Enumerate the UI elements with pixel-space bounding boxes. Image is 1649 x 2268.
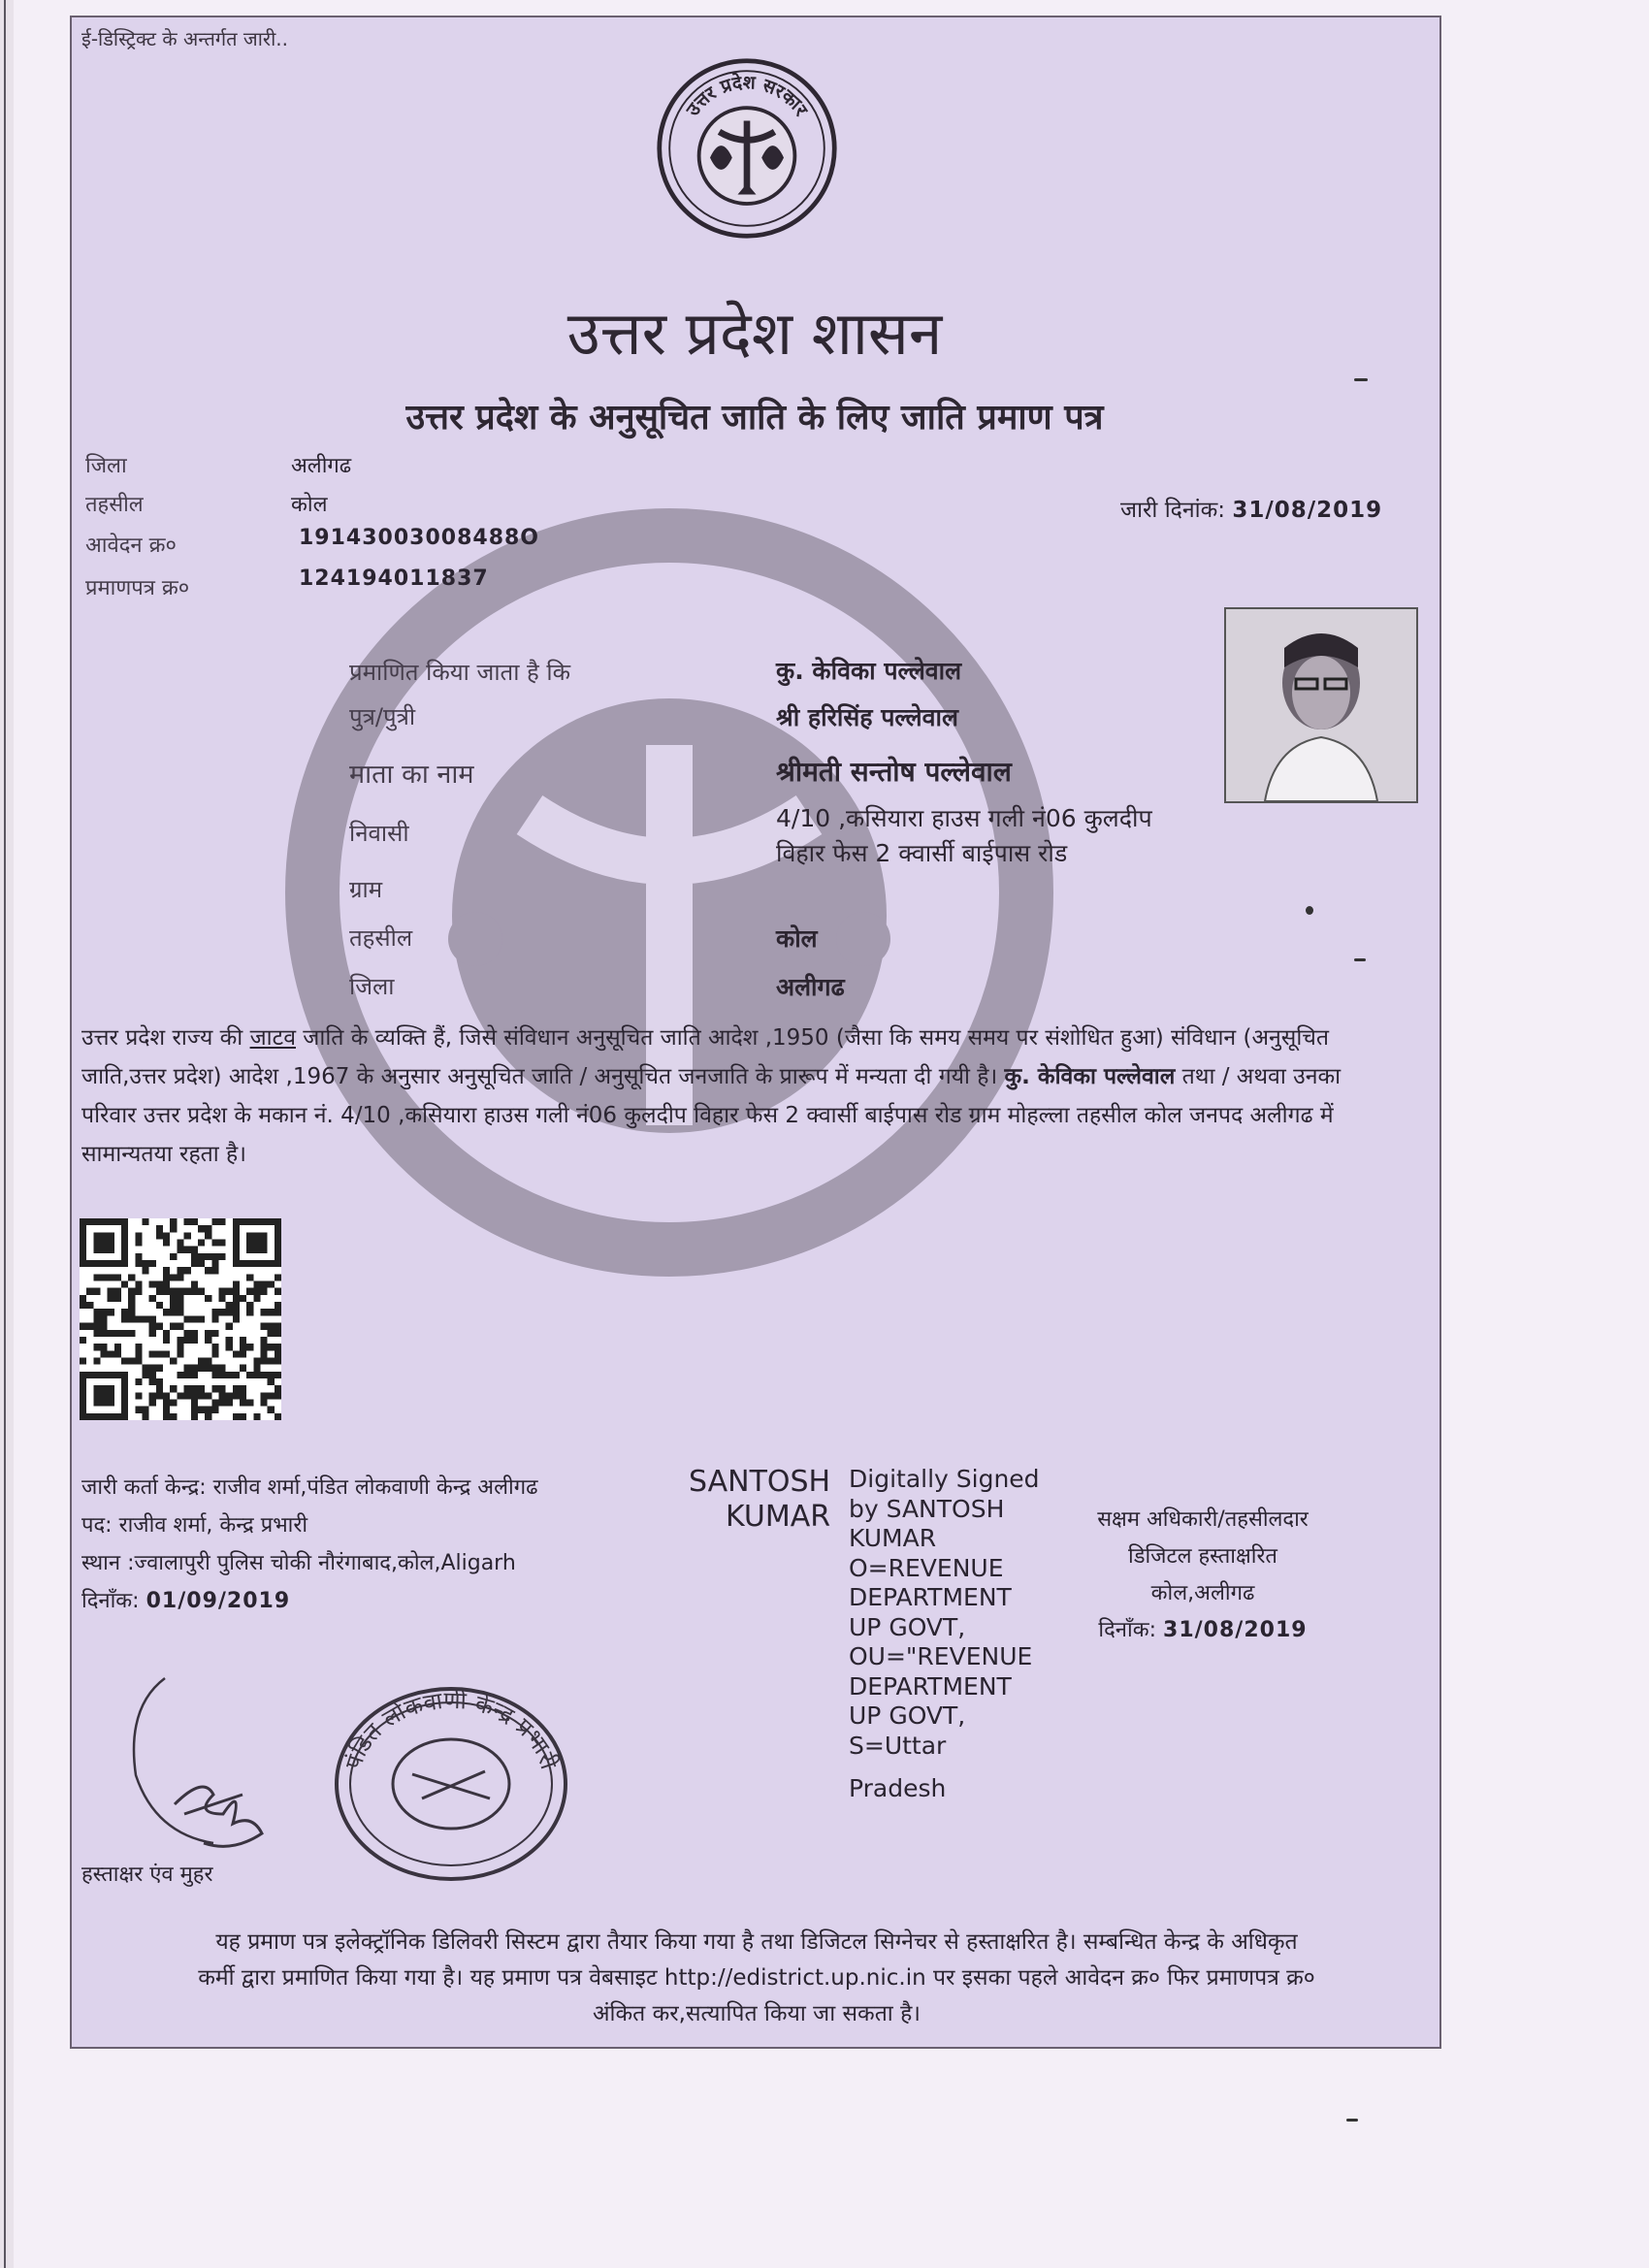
- caste-name: जाटव: [249, 1025, 296, 1051]
- up-emblem-icon: [655, 56, 839, 241]
- issue-date-label: जारी दिनांक:: [1120, 498, 1226, 523]
- certificate-statement: [81, 1019, 1401, 1174]
- digital-signature-details: [849, 1465, 1040, 1804]
- signature-detail-line: Digitally Signed: [849, 1465, 1040, 1493]
- svg-text:पंडित लोकवाणी केन्द्र प्रभारी: [340, 1687, 563, 1773]
- signature-detail-line: UP GOVT,: [849, 1612, 966, 1641]
- field-label-village: ग्राम: [349, 876, 383, 903]
- statement-part2: जाति के व्यक्ति हैं, जिसे संविधान अनुसूचित जाति आदेश ,1950 (जैसा कि समय समय पर संशोधित हुआ) संविधान (अनुसूचित जाति,उत्तर प्रदेश) आदेश ,1967 के अनुसार अनुसूचित जाति / अनुसूचित जनजाति के प्रारूप में मन्यता दी गयी है।: [81, 1025, 1330, 1089]
- footer-note: [116, 1925, 1397, 2032]
- field-label-district: जिला: [349, 973, 395, 1000]
- field-value-address-line1: 4/10 ,कसियारा हाउस गली नं06 कुलदीप: [776, 804, 1152, 832]
- issue-date: [1120, 493, 1382, 524]
- person-photo-icon: [1226, 609, 1416, 801]
- tehsil-value: कोल: [291, 493, 328, 517]
- field-label-child-of: पुत्र/पुत्री: [349, 703, 416, 730]
- application-no-value: 19143003008488O: [299, 526, 540, 550]
- field-value-name: कु. केविका पल्लेवाल: [776, 657, 962, 685]
- signer-name-line1: SANTOSH: [689, 1465, 831, 1499]
- certificate-no-label: प्रमाणपत्र क्र०: [85, 576, 190, 600]
- page-title: उत्तर प्रदेश शासन: [566, 298, 943, 369]
- application-no-label: आवेदन क्र०: [85, 534, 177, 558]
- signature-detail-line: DEPARTMENT: [849, 1583, 1012, 1611]
- issuer-post: पद: राजीव शर्मा, केन्द्र प्रभारी: [81, 1513, 308, 1538]
- issuer-date: [81, 1582, 537, 1620]
- field-value-tehsil: कोल: [776, 924, 818, 953]
- digital-signer-name: [689, 1465, 830, 1535]
- signature-detail-line: S=Uttar: [849, 1731, 947, 1760]
- issuer-place: स्थान :ज्वालापुरी पुलिस चोकी नौरंगाबाद,कोल,Aligarh: [81, 1551, 516, 1575]
- competent-authority: [1057, 1502, 1348, 1649]
- issuer-center: जारी कर्ता केन्द्र: राजीव शर्मा,पंडित लोकवाणी केन्द्र अलीगढ: [81, 1475, 538, 1500]
- issuer-info: [81, 1469, 537, 1620]
- issuer-date-label: दिनाँक:: [81, 1589, 140, 1613]
- tehsil-label: तहसील: [85, 493, 144, 517]
- top-note: ई-डिस्ट्रिक्ट के अन्तर्गत जारी..: [81, 27, 288, 50]
- emblem-text: उत्तर प्रदेश सरकार: [682, 72, 812, 120]
- signature-detail-last: Pradesh: [849, 1774, 947, 1802]
- field-label-resident: निवासी: [349, 820, 409, 847]
- issue-date-value: 31/08/2019: [1232, 498, 1383, 523]
- seal-text: पंडित लोकवाणी केन्द्र प्रभारी: [340, 1686, 563, 1773]
- footer-line2: कर्मी द्वारा प्रमाणित किया गया है। यह प्रमाण पत्र वेबसाइट http://edistrict.up.nic.in पर इसका पहले आवेदन क्र० फिर प्रमाणपत्र क्र०: [198, 1965, 1315, 1991]
- scan-speck: [1354, 378, 1368, 381]
- certificate-subtitle: उत्तर प्रदेश के अनुसूचित जाति के लिए जाति प्रमाण पत्र: [405, 398, 1104, 437]
- handwritten-signature-icon: [97, 1669, 301, 1863]
- field-label-certified: प्रमाणित किया जाता है कि: [349, 659, 571, 686]
- scan-speck: [1346, 2119, 1358, 2122]
- field-label-tehsil: तहसील: [349, 924, 413, 952]
- statement-part1: उत्तर प्रदेश राज्य की: [81, 1025, 250, 1051]
- scan-speck: [1306, 906, 1313, 915]
- signature-detail-line: DEPARTMENT: [849, 1671, 1012, 1701]
- footer-line3: अंकित कर,सत्यापित किया जा सकता है।: [592, 2001, 922, 2026]
- signature-detail-line: OU="REVENUE: [849, 1642, 1033, 1670]
- signature-detail-line: by SANTOSH: [849, 1494, 1005, 1523]
- statement-applicant-name: कु. केविका पल्लेवाल: [1004, 1064, 1176, 1089]
- authority-signed: डिजिटल हस्ताक्षरित: [1128, 1544, 1277, 1569]
- signer-name-line2: KUMAR: [726, 1500, 831, 1534]
- statement-part3: तथा / अथवा उनका परिवार उत्तर प्रदेश के मकान नं. 4/10 ,कसियारा हाउस गली नं06 कुलदीप विहार फेस 2 क्वार्सी बाईपास रोड ग्राम मोहल्ला तहसील कोल जनपद अलीगढ में सामान्यतया रहता है।: [81, 1064, 1342, 1167]
- signature-detail-line: O=REVENUE: [849, 1553, 1004, 1582]
- field-value-mother: श्रीमती सन्तोष पल्लेवाल: [776, 756, 1012, 788]
- authority-date-label: दिनाँक:: [1098, 1618, 1157, 1642]
- certificate-no-value: 124194011837: [299, 567, 489, 591]
- applicant-photo: [1224, 607, 1418, 803]
- signature-detail-line: UP GOVT,: [849, 1701, 966, 1730]
- footer-line1: यह प्रमाण पत्र इलेक्ट्रॉनिक डिलिवरी सिस्टम द्वारा तैयार किया गया है तथा डिजिटल सिग्नेचर से हस्ताक्षरित है। सम्बन्धित केन्द्र के अधिकृत: [215, 1929, 1298, 1955]
- scan-speck: [1354, 958, 1366, 961]
- district-label: जिला: [85, 454, 127, 478]
- field-label-mother: माता का नाम: [349, 760, 474, 790]
- authority-title: सक्षम अधिकारी/तहसीलदार: [1097, 1507, 1309, 1532]
- center-seal-stamp-icon: [330, 1682, 572, 1886]
- field-value-district: अलीगढ: [776, 973, 845, 1001]
- authority-date-value: 31/08/2019: [1163, 1618, 1308, 1642]
- authority-location: कोल,अलीगढ: [1150, 1581, 1255, 1605]
- field-value-father: श्री हरिसिंह पल्लेवाल: [776, 703, 958, 731]
- issuer-date-value: 01/09/2019: [146, 1589, 291, 1613]
- authority-date: [1057, 1612, 1348, 1649]
- qr-code-icon: [80, 1218, 281, 1420]
- signature-detail-line: KUMAR: [849, 1524, 937, 1552]
- field-value-address-line2: विहार फेस 2 क्वार्सी बाईपास रोड: [776, 839, 1068, 867]
- signature-label: हस्ताक्षर एंव मुहर: [81, 1863, 213, 1887]
- district-value: अलीगढ: [291, 454, 352, 478]
